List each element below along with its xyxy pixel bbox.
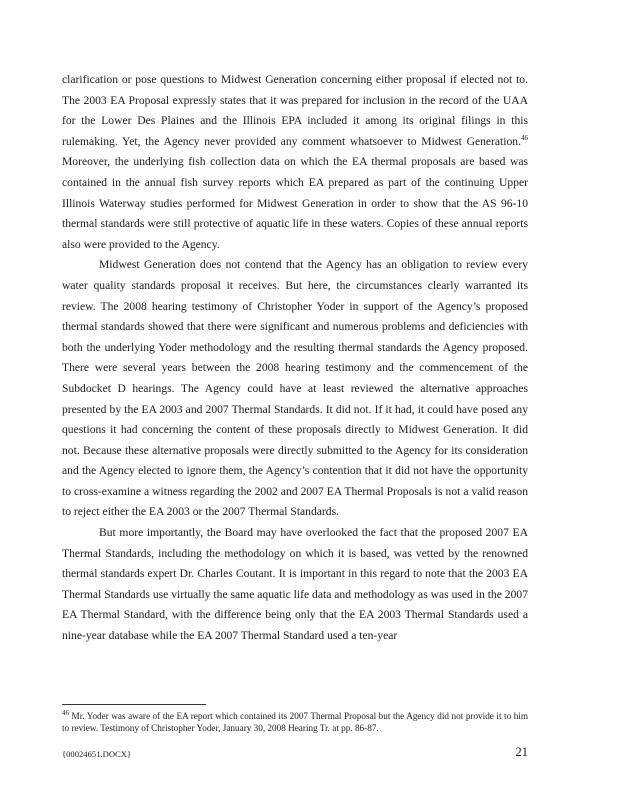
footnote-text: Mr. Yoder was aware of the EA report which contained its 2007 Thermal Proposal but the Agency did not provide it to him to review. Testimony of Christopher Yoder, January 30, 2008 Hearing Tr. at pp. 86-87. [62,711,528,733]
paragraph-3: But more importantly, the Board may have overlooked the fact that the proposed 2007 EA Thermal Standards, including the methodology on which it is based, was vetted by the renowned thermal standards expert Dr. Charles Coutant. It is important in this regard to note that the 2003 EA Thermal Standards use virtually the same aquatic life data and methodology as was used in the 2007 EA Thermal Standard, with the difference being only that the EA 2003 Thermal Standards used a nine-year database while the EA 2007 Thermal Standard used a ten-year [62,526,528,643]
paragraph-1 [62,70,528,255]
body-text [62,70,528,647]
paragraph-1-tail: Moreover, the underlying fish collection data on which the EA thermal proposals are based was contained in the annual fish survey reports which EA prepared as part of the continuing Upper Illinois Waterway studies performed for Midwest Generation in order to show that the AS 96-10 thermal standards were still protective of aquatic life in these waters. Copies of these annual reports also were provided to the Agency. [62,155,528,251]
footnote-separator [62,704,206,705]
footnote-reference: 46 [521,133,528,142]
paragraph-1-text: clarification or pose questions to Midwest Generation concerning either proposal if elected not to. The 2003 EA Proposal expressly states that it was prepared for inclusion in the record of the UAA for the Lower Des Plaines and the Illinois EPA included it among its original filings in this rulemaking. Yet, the Agency never provided any comment whatsoever to Midwest Generation. [62,73,528,148]
page-number: 21 [515,745,528,759]
footnote [62,710,528,734]
footnote-number: 46 [62,708,69,717]
document-id: {00024651.DOCX} [62,749,132,759]
paragraph-2: Midwest Generation does not contend that the Agency has an obligation to review every water quality standards proposal it receives. But here, the circumstances clearly warranted its review. The 2008 hearing testimony of Christopher Yoder in support of the Agency’s proposed thermal standards showed that there were significant and numerous problems and deficiencies with both the underlying Yoder methodology and the resulting thermal standards the Agency proposed. There were several years between the 2008 hearing testimony and the commencement of the Subdocket D hearings. The Agency could have at least reviewed the alternative approaches presented by the EA 2003 and 2007 Thermal Standards. It did not. If it had, it could have posed any questions it had concerning the content of these proposals directly to Midwest Generation. It did not. Because these alternative proposals were directly submitted to the Agency for its consideration and the Agency elected to ignore them, the Agency’s contention that it did not have the opportunity to cross-examine a witness regarding the 2002 and 2007 EA Thermal Proposals is not a valid reason to reject either the EA 2003 or the 2007 Thermal Standards. [62,258,528,519]
